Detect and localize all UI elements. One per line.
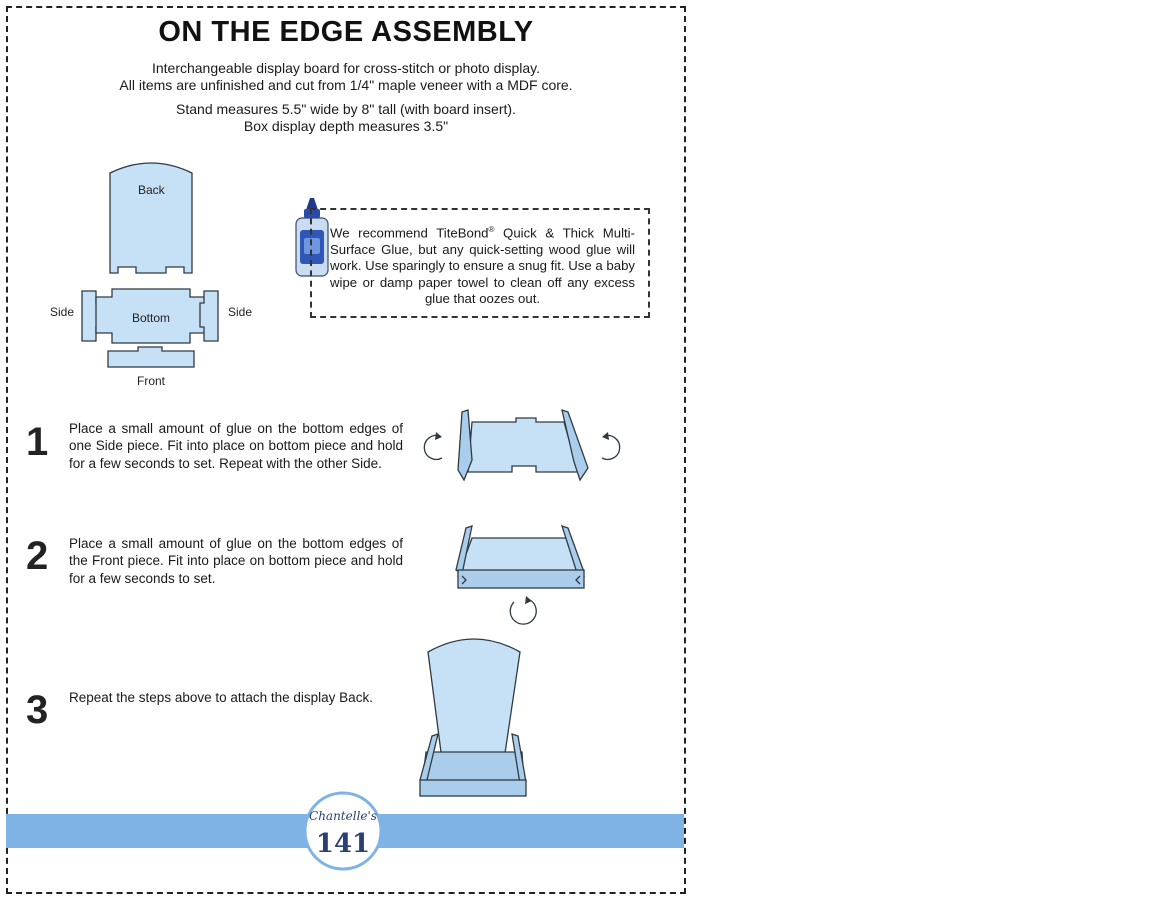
label-front: Front	[137, 374, 166, 388]
step-3-text: Repeat the steps above to attach the display Back.	[69, 690, 373, 705]
logo-number: 141	[315, 829, 371, 859]
intro-dimensions	[0, 101, 692, 135]
glue-tip-text: We recommend TiteBond® Quick & Thick Multi-Surface Glue, but any quick-setting wood glue will work. Use sparingly to ensure a snug fit. Use a baby wipe or damp paper towel to clean off any excess glue that oozes out.	[330, 225, 635, 307]
front-piece	[108, 347, 194, 367]
step-2-text: Place a small amount of glue on the bottom edges of the Front piece. Fit into place on bottom piece and hold for a few seconds to set.	[69, 536, 403, 586]
intro-description	[0, 60, 692, 94]
step-1-text: Place a small amount of glue on the bottom edges of one Side piece. Fit into place on bottom piece and hold for a few seconds to set. Repeat with the other Side.	[69, 421, 403, 471]
step-3-diagram	[412, 636, 536, 804]
rotate-arrow-icon	[424, 435, 442, 459]
glue-tip-box	[310, 208, 650, 318]
rotate-arrow-icon	[602, 435, 620, 459]
page-title: ON THE EDGE ASSEMBLY	[158, 16, 534, 48]
label-side-left: Side	[50, 305, 75, 319]
label-bottom: Bottom	[132, 311, 171, 325]
logo-script: Chantelle's	[309, 809, 377, 823]
intro-line-3: Stand measures 5.5" wide by 8" tall (with board insert).	[176, 101, 516, 117]
step-1-diagram	[412, 400, 634, 490]
step-3-number: 3	[26, 688, 49, 732]
rotate-arrow-icon	[510, 600, 536, 624]
label-back: Back	[138, 183, 165, 197]
step-1-number: 1	[26, 420, 49, 464]
intro-line-1: Interchangeable display board for cross-stitch or photo display.	[151, 60, 541, 76]
label-side-right: Side	[228, 305, 253, 319]
step-2-number: 2	[26, 534, 49, 578]
brand-name: TiteBond	[436, 225, 489, 241]
brand-logo	[302, 790, 384, 872]
intro-line-2: All items are unfinished and cut from 1/4" maple veneer with a MDF core.	[119, 77, 573, 93]
assembled-back	[428, 639, 520, 760]
back-piece	[110, 163, 192, 273]
intro-line-4: Box display depth measures 3.5"	[243, 118, 449, 134]
step-2-diagram	[452, 520, 592, 632]
